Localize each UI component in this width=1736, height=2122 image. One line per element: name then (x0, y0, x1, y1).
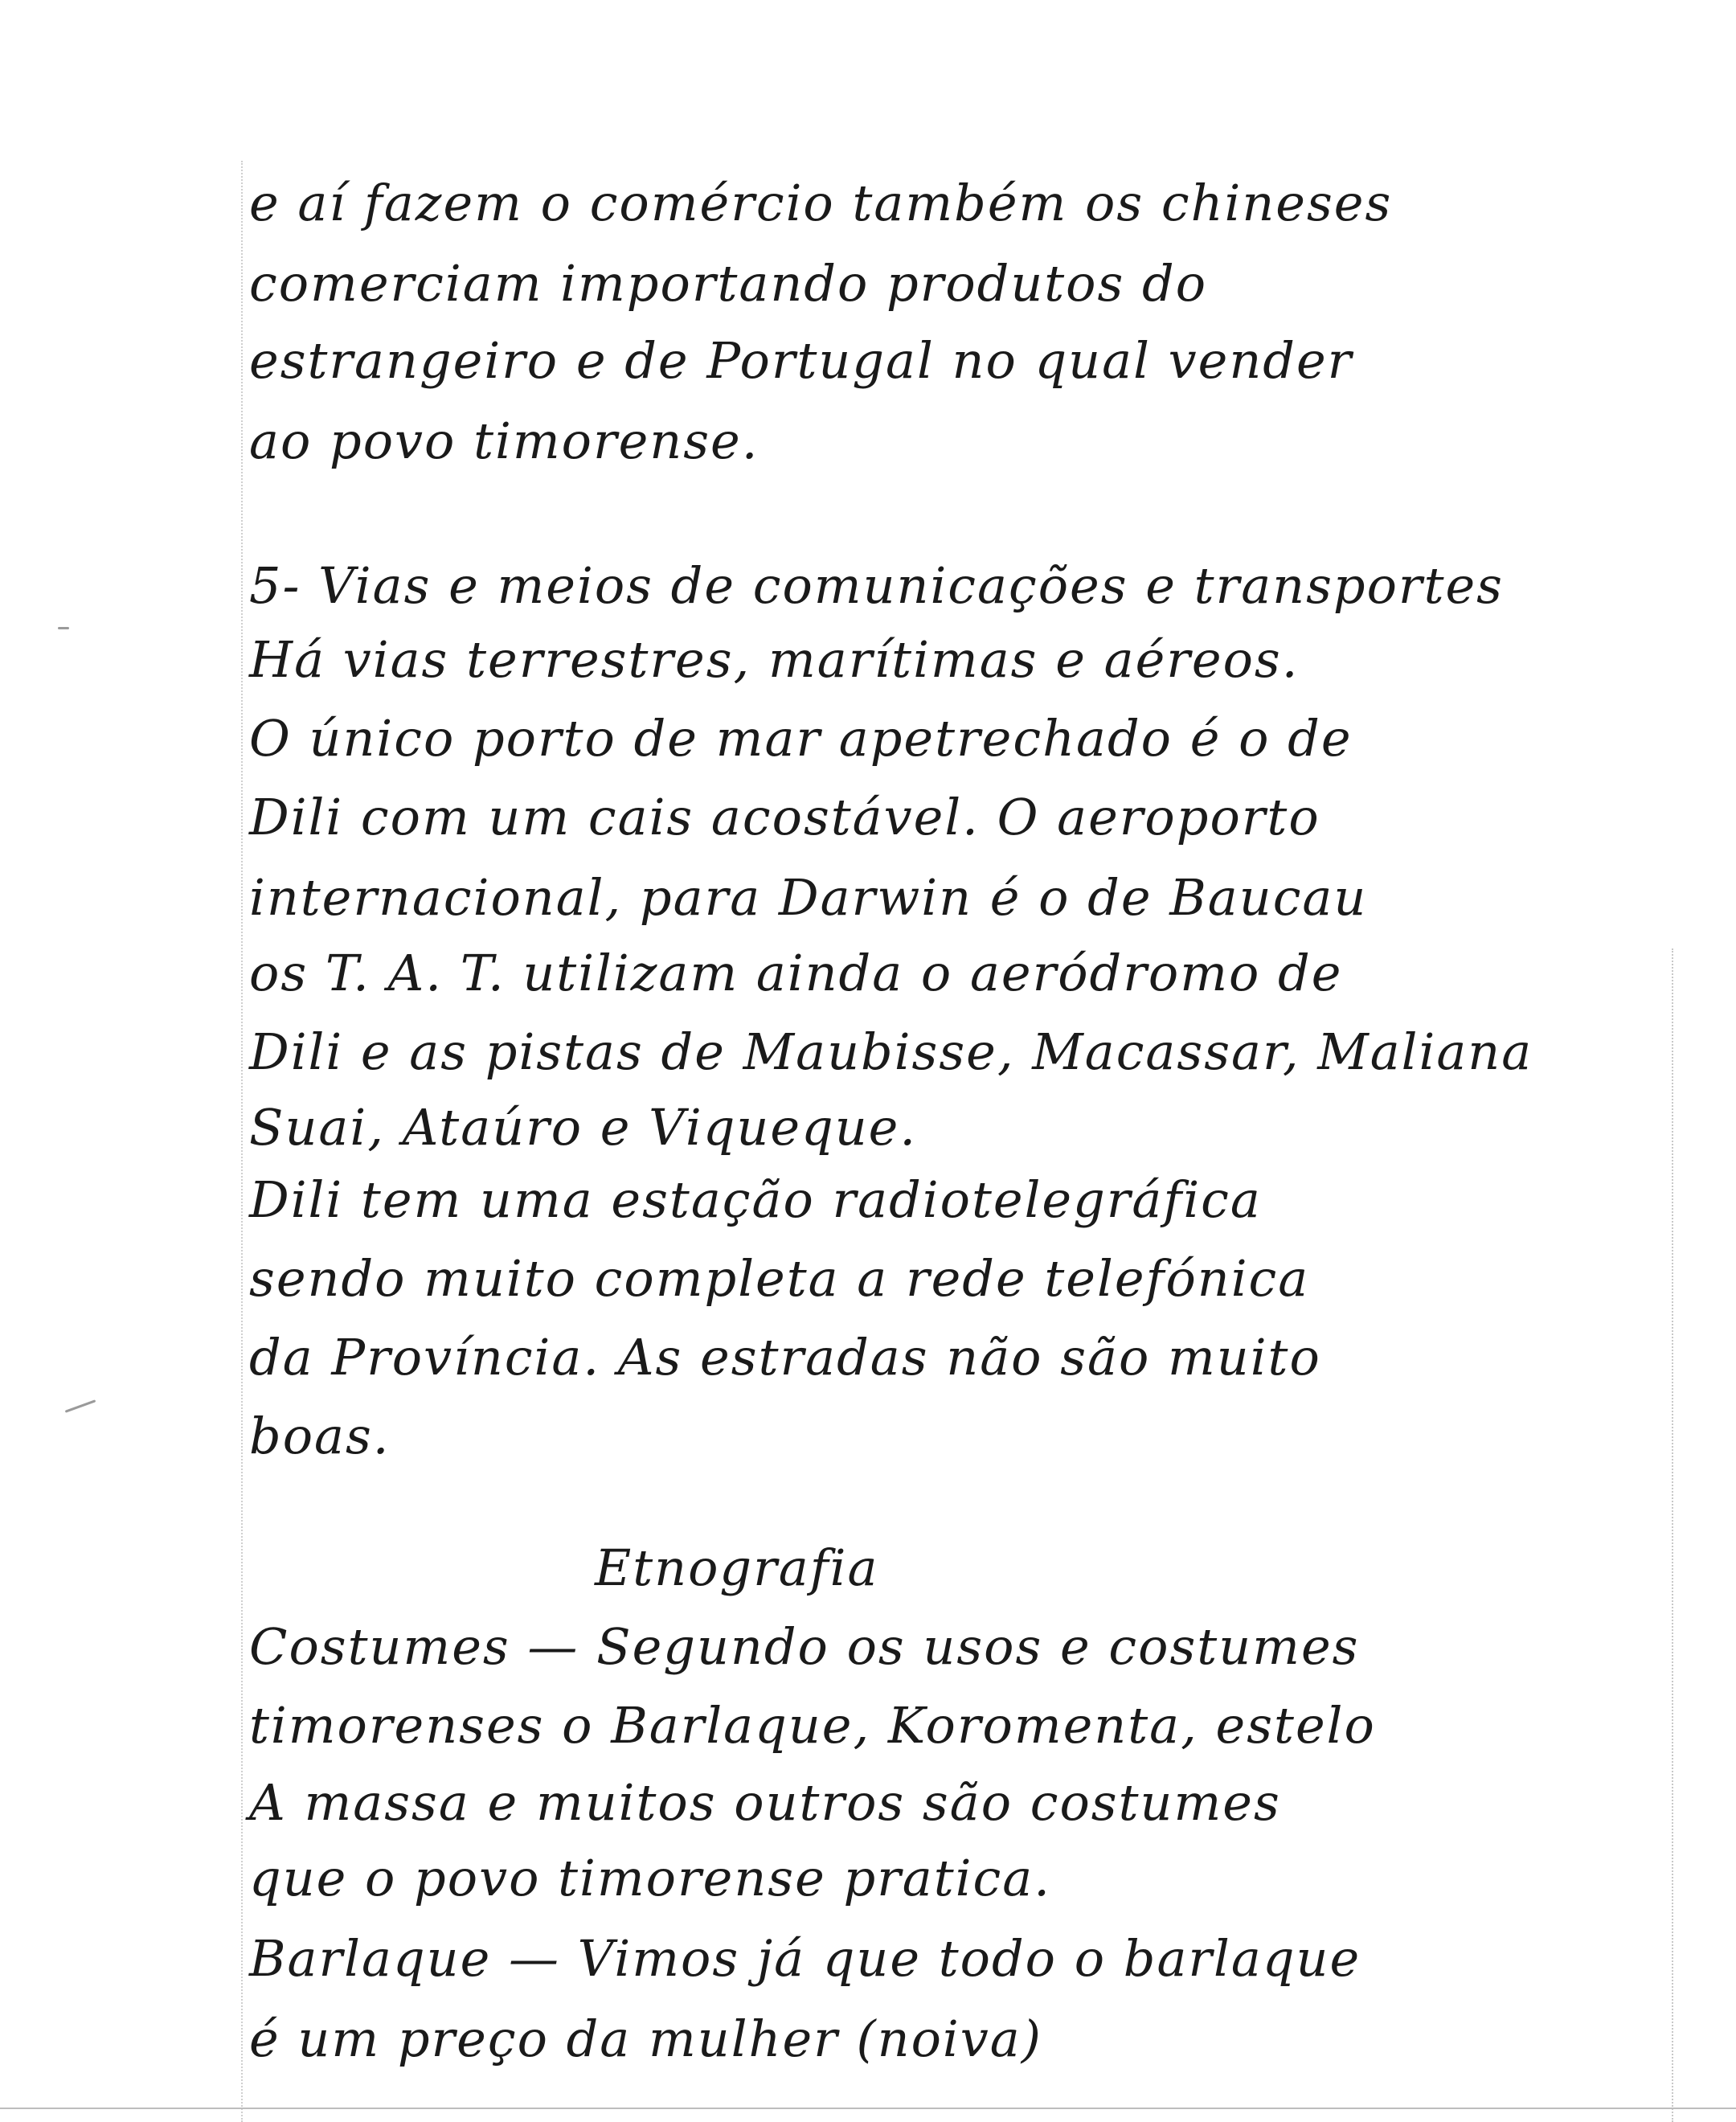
handwritten-line: internacional, para Darwin é o de Baucau (249, 868, 1368, 927)
section-heading: Etnografia (595, 1538, 879, 1597)
handwritten-line: Há vias terrestres, marítimas e aéreos. (249, 630, 1300, 689)
scan-speck (65, 1399, 96, 1413)
handwritten-line: estrangeiro e de Portugal no qual vender (249, 331, 1353, 390)
handwritten-line: A massa e muitos outros são costumes (249, 1773, 1281, 1832)
handwritten-line: ao povo timorense. (249, 412, 760, 470)
handwritten-line: e aí fazem o comércio também os chineses (249, 174, 1393, 232)
handwritten-line: é um preço da mulher (noiva) (249, 2009, 1042, 2068)
handwritten-line: boas. (249, 1407, 391, 1465)
handwritten-line: 5- Vias e meios de comunicações e transportes (249, 556, 1504, 615)
handwritten-line: Dili e as pistas de Maubisse, Macassar, Maliana (249, 1022, 1533, 1081)
handwritten-line: sendo muito completa a rede telefónica (249, 1249, 1310, 1308)
scan-speck (58, 627, 69, 629)
handwritten-line: Barlaque — Vimos já que todo o barlaque (249, 1929, 1361, 1988)
handwritten-line: que o povo timorense pratica. (249, 1849, 1051, 1907)
handwritten-line: Dili com um cais acostável. O aeroporto (249, 788, 1320, 846)
left-margin-line (241, 161, 243, 2122)
handwritten-line: Suai, Ataúro e Viqueque. (249, 1098, 918, 1157)
handwritten-line: comerciam importando produtos do (249, 254, 1208, 313)
right-edge-line (1672, 948, 1673, 2122)
bottom-edge-line (0, 2108, 1736, 2109)
handwritten-line: O único porto de mar apetrechado é o de (249, 709, 1353, 768)
handwritten-line: timorenses o Barlaque, Koromenta, estelo (249, 1696, 1376, 1755)
handwritten-line: Costumes — Segundo os usos e costumes (249, 1617, 1360, 1676)
handwritten-line: da Província. As estradas não são muito (249, 1328, 1321, 1387)
handwritten-line: os T. A. T. utilizam ainda o aeródromo de (249, 944, 1343, 1002)
handwritten-line: Dili tem uma estação radiotelegráfica (249, 1170, 1262, 1229)
